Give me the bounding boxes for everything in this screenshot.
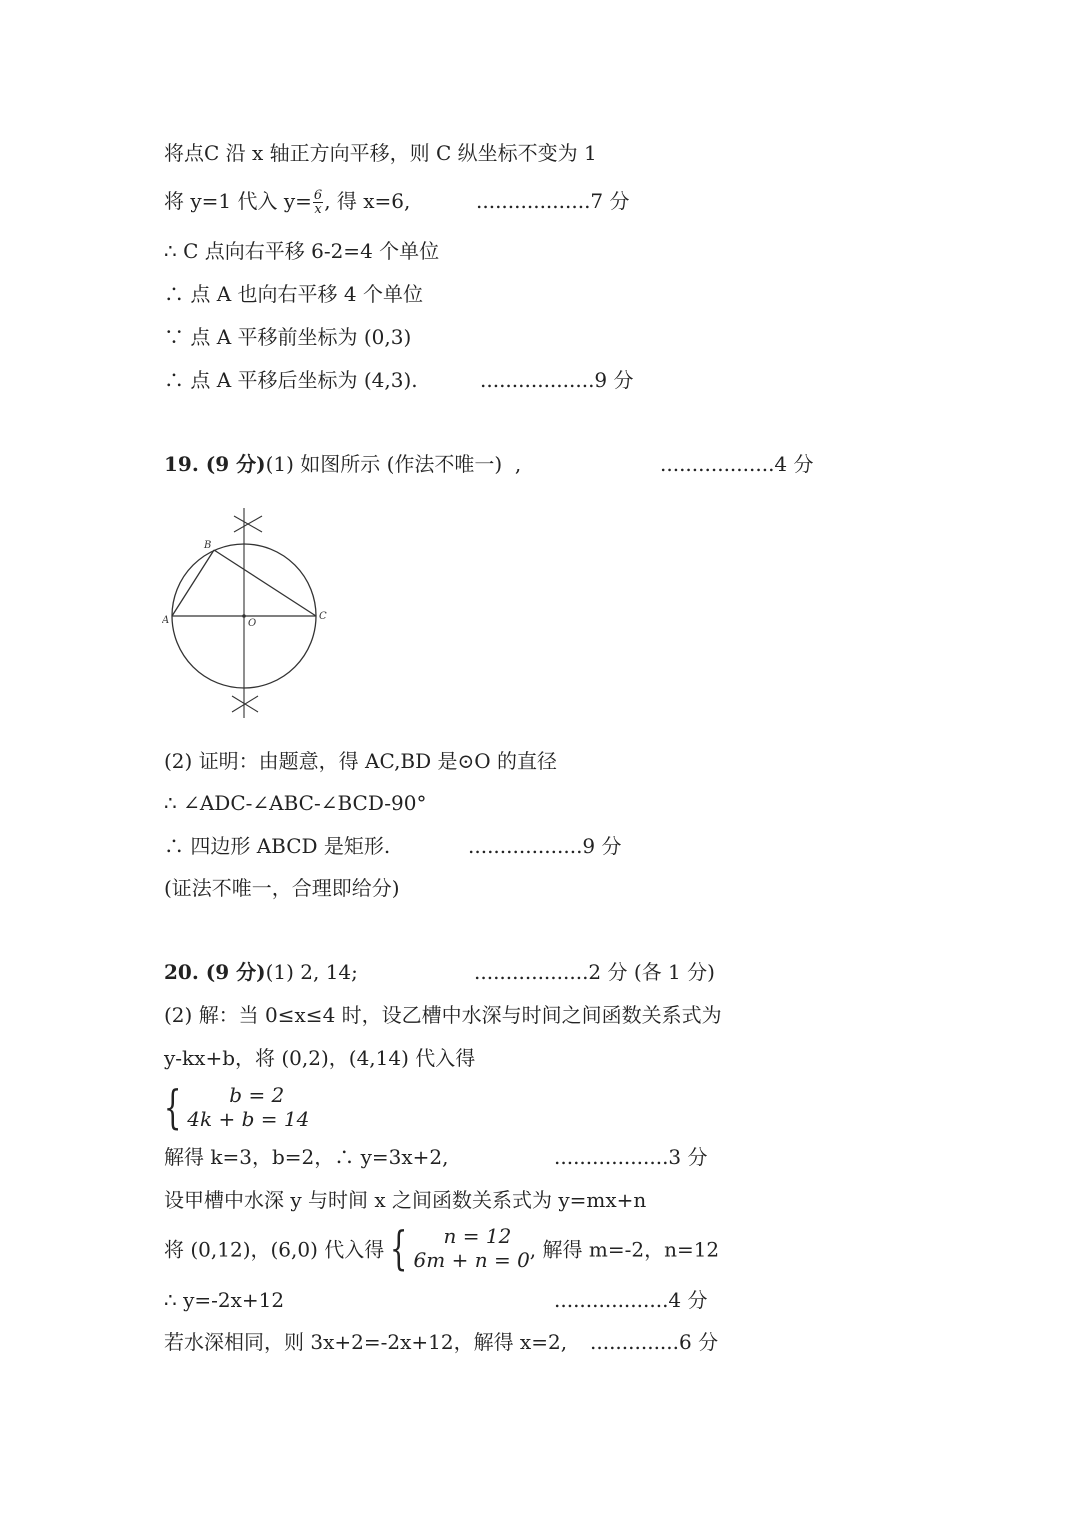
- equation: 6m + n = 0: [413, 1248, 530, 1272]
- brace: {: [390, 1221, 408, 1275]
- equation: n = 12: [443, 1224, 512, 1248]
- text-line: (2) 证明：由题意，得 AC,BD 是⊙O 的直径: [164, 749, 558, 773]
- text-line: ∴ 四边形 ABCD 是矩形.: [164, 834, 391, 858]
- label-o: O: [248, 618, 257, 629]
- text-line: [164, 1221, 720, 1275]
- text-line: ∴ 点 A 平移后坐标为 (4,3).: [164, 368, 418, 392]
- brace: {: [163, 1080, 182, 1134]
- segment-ab: [172, 550, 214, 616]
- score-marker: ..................9 分: [468, 834, 622, 858]
- fraction: [313, 189, 323, 216]
- fraction-numerator: 6: [313, 188, 323, 203]
- text-line: [164, 188, 410, 216]
- score-marker: ..................4 分: [660, 452, 814, 476]
- score-marker: ..................2 分 (各 1 分): [474, 960, 715, 984]
- label-a: A: [162, 615, 170, 626]
- question-number: 19. (9 分): [164, 452, 266, 476]
- text-line: ∴ C 点向右平移 6-2=4 个单位: [164, 239, 440, 263]
- text-fragment: (1) 如图所示 (作法不唯一) ,: [265, 452, 522, 476]
- equation: b = 2: [229, 1083, 285, 1107]
- text-line: 若水深相同，则 3x+2=-2x+12，解得 x=2,: [164, 1330, 568, 1354]
- equation-system-1: [158, 1080, 310, 1134]
- question-number: 20. (9 分): [164, 960, 266, 984]
- score-marker: ..................4 分: [554, 1288, 708, 1312]
- text-line: 将点C 沿 x 轴正方向平移，则 C 纵坐标不变为 1: [164, 141, 597, 165]
- label-b: B: [204, 540, 212, 551]
- text-line: 解得 k=3，b=2，∴ y=3x+2,: [164, 1145, 449, 1169]
- score-marker: ..................3 分: [554, 1145, 708, 1169]
- text-line: ∴ y=-2x+12: [164, 1288, 285, 1312]
- score-marker: ..................7 分: [476, 189, 630, 213]
- text-fragment: , 解得 m=-2，n=12: [529, 1237, 720, 1262]
- label-c: C: [319, 611, 327, 622]
- text-fragment: 将 (0,12)，(6,0) 代入得: [164, 1237, 385, 1262]
- text-fragment: 将 y=1 代入 y=: [164, 189, 312, 213]
- text-fragment: , 得 x=6,: [324, 189, 411, 213]
- text-line: (证法不唯一，合理即给分): [164, 876, 400, 900]
- equation: 4k + b = 14: [187, 1107, 310, 1131]
- segment-bc: [214, 550, 316, 616]
- text-line: ∴ ∠ADC-∠ABC-∠BCD-90°: [164, 791, 427, 815]
- score-marker: ..................9 分: [480, 368, 634, 392]
- equations: [187, 1083, 309, 1131]
- text-line: 设甲槽中水深 y 与时间 x 之间函数关系式为 y=mx+n: [164, 1188, 647, 1212]
- text-fragment: (1) 2, 14;: [265, 960, 358, 984]
- center-point: [242, 614, 246, 618]
- question-19-line: [164, 451, 521, 477]
- fraction-denominator: x: [314, 202, 322, 217]
- text-line: ∴ 点 A 也向右平移 4 个单位: [164, 282, 423, 306]
- text-line: ∵ 点 A 平移前坐标为 (0,3): [164, 325, 412, 349]
- text-line: (2) 解：当 0≤x≤4 时，设乙槽中水深与时间之间函数关系式为: [164, 1003, 722, 1027]
- score-marker: ..............6 分: [590, 1330, 719, 1354]
- equations: [414, 1224, 530, 1272]
- text-line: y-kx+b，将 (0,2)，(4,14) 代入得: [164, 1046, 476, 1070]
- geometry-figure: [162, 500, 342, 725]
- question-20-line: [164, 959, 358, 985]
